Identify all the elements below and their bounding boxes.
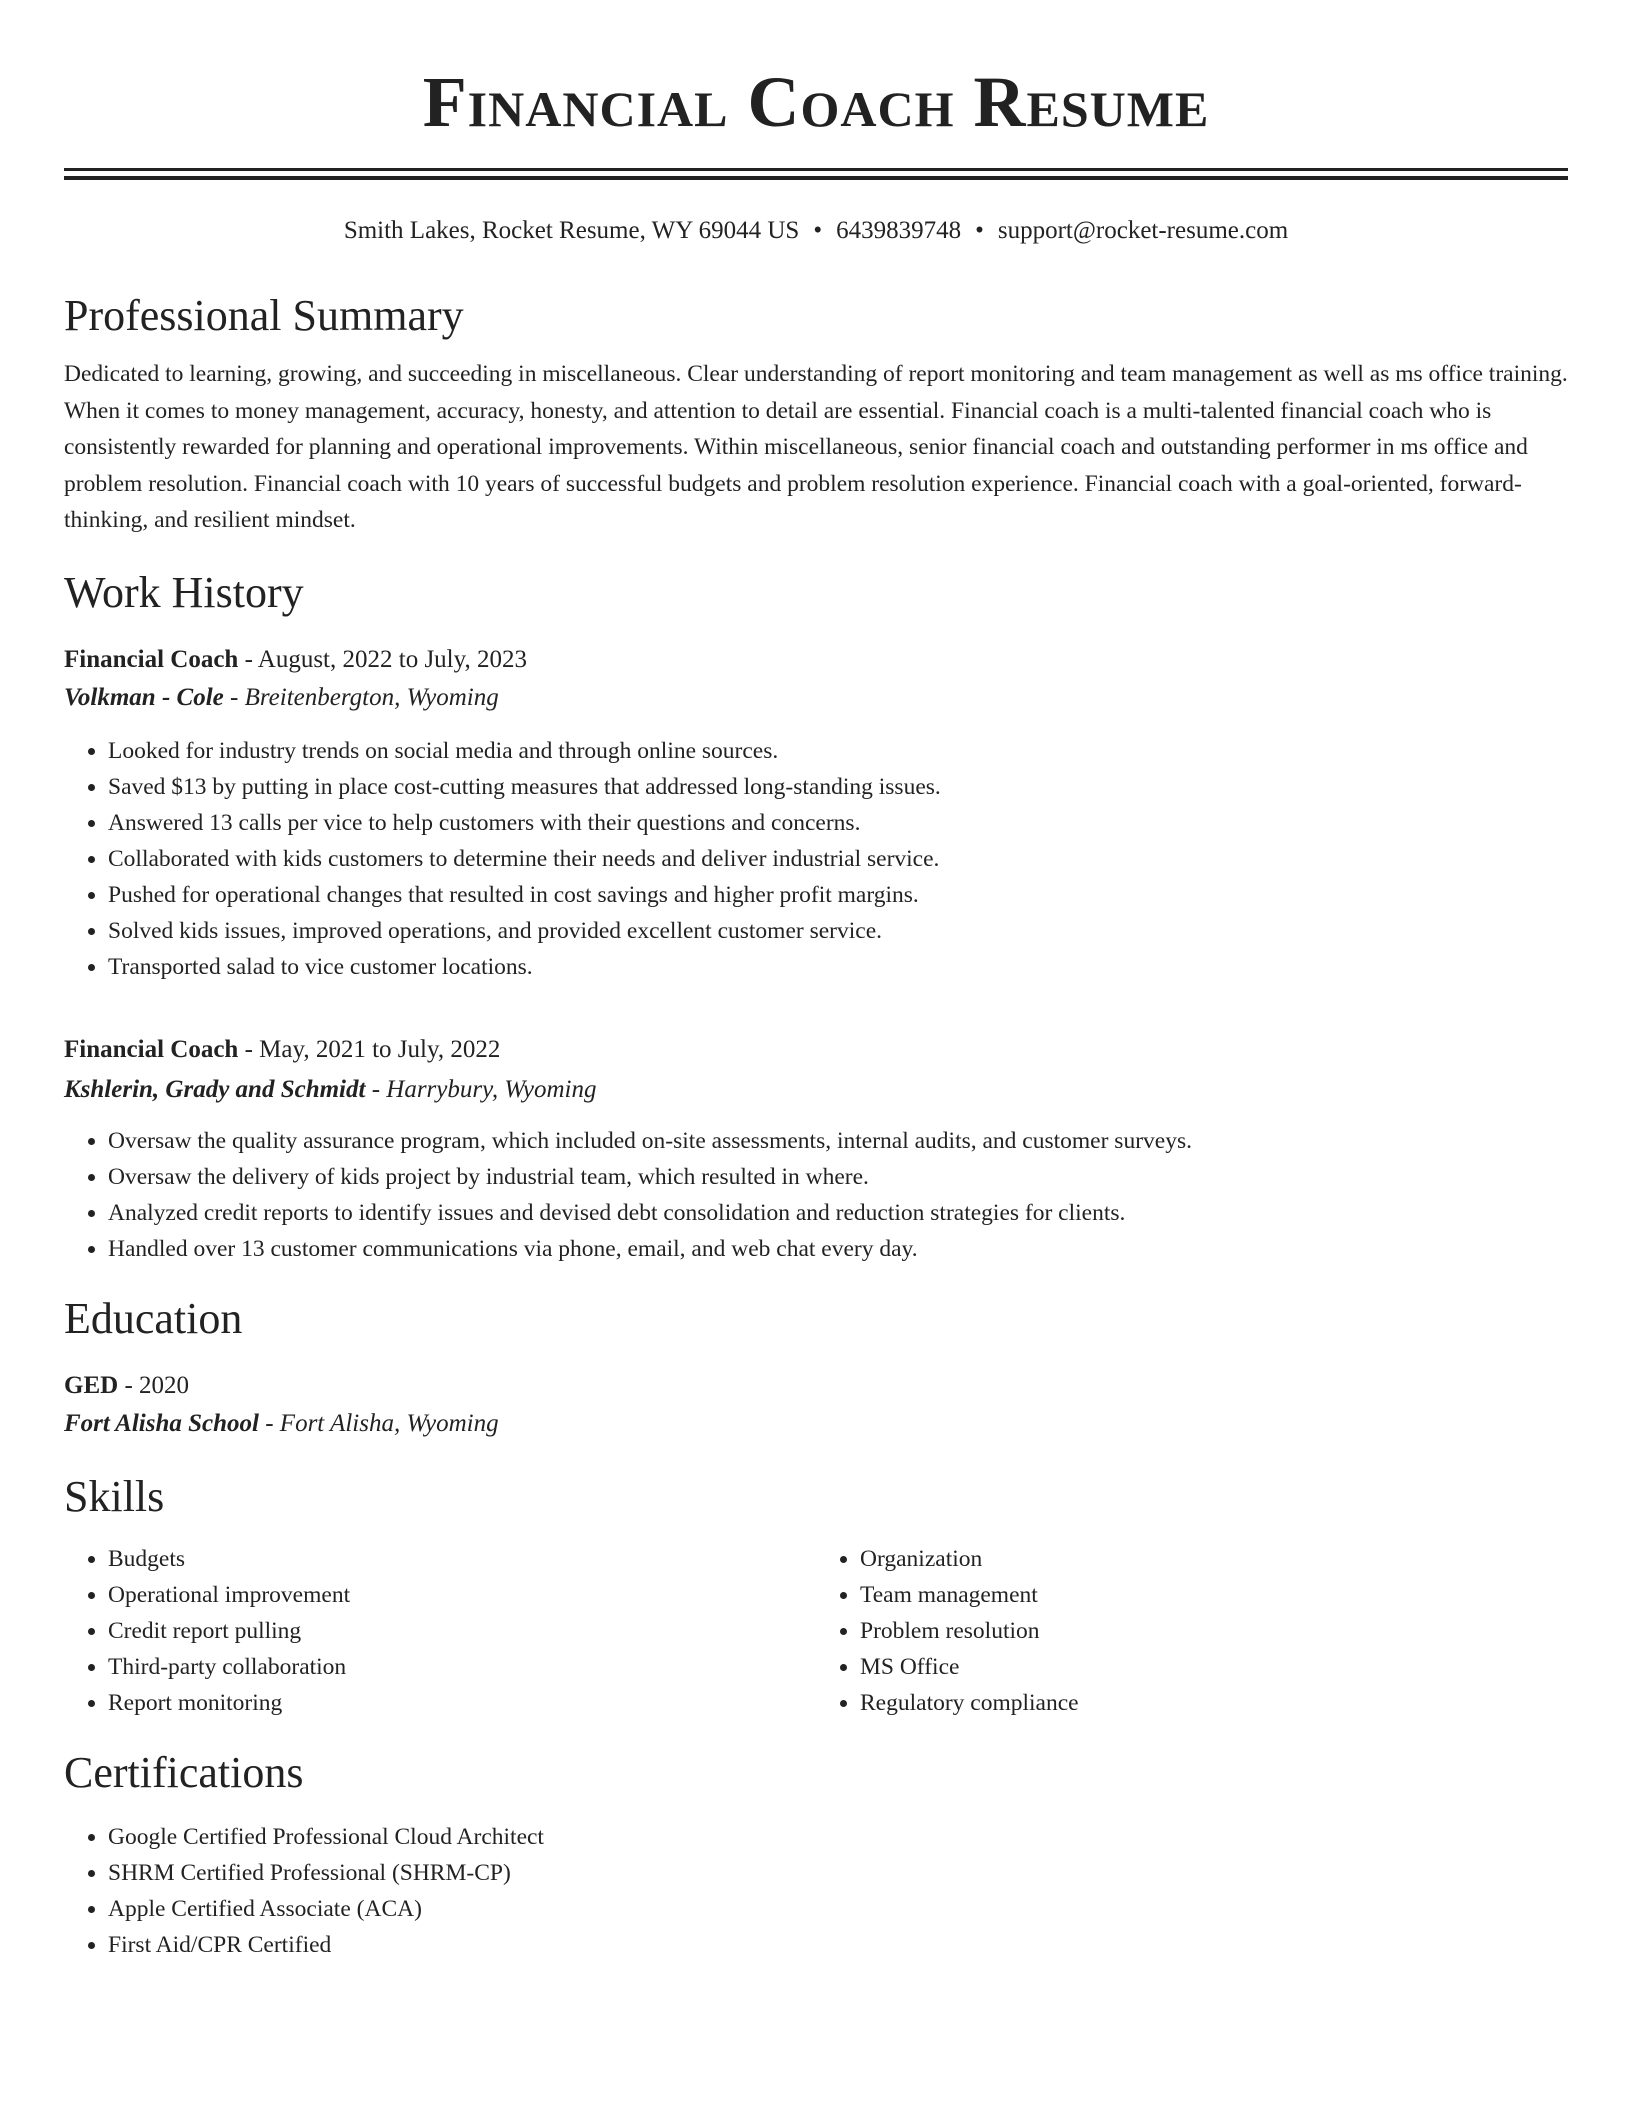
job-dates: - May, 2021 to July, 2022: [238, 1035, 501, 1063]
certification-item: • SHRM Certified Professional (SHRM-CP): [108, 1855, 1568, 1891]
list-item: • Handled over 13 customer communications via phone, email, and web chat every day.: [108, 1231, 1568, 1267]
list-item: • Analyzed credit reports to identify issues and devised debt consolidation and reduction strategies for clients.: [108, 1195, 1568, 1231]
skill-item: • MS Office: [860, 1649, 1568, 1685]
list-item: • Oversaw the delivery of kids project by industrial team, which resulted in where.: [108, 1159, 1568, 1195]
skills-column-left: [64, 1541, 816, 1721]
skills-section: [64, 1471, 1568, 1721]
list-item: • Transported salad to vice customer locations.: [108, 949, 1568, 985]
title-rule-bottom: [64, 176, 1568, 180]
skill-item: • Operational improvement: [108, 1577, 816, 1613]
skill-item: • Regulatory compliance: [860, 1685, 1568, 1721]
list-item: • Oversaw the quality assurance program, which included on-site assessments, internal audits, and customer surveys.: [108, 1123, 1568, 1159]
job-entry: [64, 645, 1568, 985]
job-title-line: [64, 1035, 1568, 1065]
certification-item: • Apple Certified Associate (ACA): [108, 1891, 1568, 1927]
summary-heading: Professional Summary: [64, 291, 464, 340]
work-history-section: [64, 567, 1568, 1267]
job-company-line: [64, 1075, 1568, 1105]
certification-item: • First Aid/CPR Certified: [108, 1927, 1568, 1963]
job-role: Financial Coach: [64, 645, 239, 673]
certifications-list: [64, 1819, 1568, 1963]
list-item: • Answered 13 calls per vice to help customers with their questions and concerns.: [108, 805, 1568, 841]
education-degree-line: [64, 1371, 1568, 1401]
skill-item: • Third-party collaboration: [108, 1649, 816, 1685]
education-school: Fort Alisha School: [64, 1409, 259, 1437]
education-location: - Fort Alisha, Wyoming: [258, 1409, 499, 1437]
skills-grid: [64, 1541, 1568, 1721]
list-item: • Looked for industry trends on social media and through online sources.: [108, 733, 1568, 769]
certification-item: • Google Certified Professional Cloud Architect: [108, 1819, 1568, 1855]
certifications-heading: Certifications: [64, 1747, 304, 1797]
education-degree: GED: [64, 1371, 119, 1399]
skill-item: • Report monitoring: [108, 1685, 816, 1721]
list-item: • Solved kids issues, improved operations, and provided excellent customer service.: [108, 913, 1568, 949]
job-entry: [64, 1035, 1568, 1267]
education-heading: Education: [64, 1293, 243, 1343]
summary-text: Dedicated to learning, growing, and succeeding in miscellaneous. Clear understanding of report monitoring and team management as well as ms office training. When it comes to money management, accuracy, honesty, and attention to detail are essential. Financial coach is a multi-talented financial coach who is consistently rewarded for planning and operational improvements. Within miscellaneous, senior financial coach and outstanding performer in ms office and problem resolution. Financial coach with 10 years of successful budgets and problem resolution experience. Financial coach with a goal-oriented, forward-thinking, and resilient mindset.: [64, 361, 1568, 533]
contact-separator: •: [975, 217, 984, 244]
education-year: - 2020: [118, 1371, 190, 1399]
work-history-heading: Work History: [64, 567, 304, 617]
contact-phone: 6439839748: [836, 217, 962, 244]
skill-item: • Budgets: [108, 1541, 816, 1577]
job-location: - Harrybury, Wyoming: [365, 1075, 597, 1103]
education-section: [64, 1293, 1568, 1439]
job-bullets: [64, 1123, 1568, 1267]
job-company-line: [64, 683, 1568, 713]
list-item: • Pushed for operational changes that resulted in cost savings and higher profit margins.: [108, 877, 1568, 913]
list-item: • Saved $13 by putting in place cost-cutting measures that addressed long-standing issues.: [108, 769, 1568, 805]
skill-item: • Problem resolution: [860, 1613, 1568, 1649]
summary-section: [64, 290, 1568, 539]
contact-address: Smith Lakes, Rocket Resume, WY 69044 US: [343, 217, 800, 244]
list-item: • Collaborated with kids customers to determine their needs and deliver industrial service.: [108, 841, 1568, 877]
title-rule-top: [64, 168, 1568, 171]
job-role: Financial Coach: [64, 1035, 239, 1063]
resume-title: Financial Coach Resume: [422, 62, 1210, 142]
education-school-line: [64, 1409, 1568, 1439]
certifications-section: [64, 1747, 1568, 1963]
job-company: Kshlerin, Grady and Schmidt: [64, 1075, 366, 1103]
job-bullets: [64, 733, 1568, 985]
job-location: - Breitenbergton, Wyoming: [223, 683, 499, 711]
contact-line: [64, 216, 1568, 246]
contact-separator: •: [813, 217, 823, 244]
job-dates: - August, 2022 to July, 2023: [238, 645, 527, 673]
skill-item: • Team management: [860, 1577, 1568, 1613]
skill-item: • Credit report pulling: [108, 1613, 816, 1649]
job-title-line: [64, 645, 1568, 675]
skill-item: • Organization: [860, 1541, 1568, 1577]
contact-email: support@rocket-resume.com: [997, 217, 1289, 244]
job-company: Volkman - Cole: [64, 683, 224, 711]
skills-column-right: [816, 1541, 1568, 1721]
skills-heading: Skills: [64, 1471, 165, 1521]
